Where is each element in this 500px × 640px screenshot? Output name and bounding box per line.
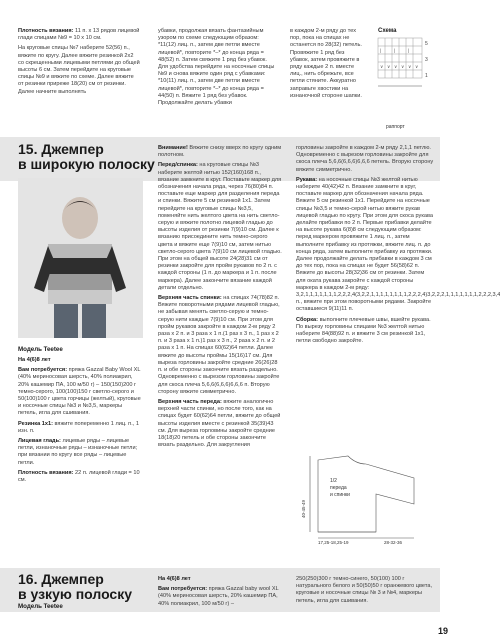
- boy-in-striped-jumper-illustration: [18, 178, 143, 338]
- svg-text:∨: ∨: [408, 65, 412, 70]
- s15-left-p0: На 4(6)8 лет: [18, 357, 51, 363]
- section-16-model: Модель Teetee: [18, 603, 63, 610]
- s16-right-text: 250(250)300 г темно-синего, 50(100) 100 г натурального белого и 50(50)50 г оранжевого цвета, круговые и носочные спицы № 3 и №4, маркеры петель, игла для сшивания.: [296, 576, 433, 604]
- s15-right-p0: горловины закройте в каждом 2-м ряду 2,1,1 петлю. Одновременно с вырезом горловины закройте для скоса плеча 5,6,6(6,6,6)6,6,6 петель. Вторую сторону вяжите симметрично.: [296, 145, 434, 173]
- s15-mid-p3: Верхняя часть переда: вяжите аналогично верхней части спинки, но после того, как на спицах будет 60(62)64 петли, вяжите до общей высоты изделия вместе с резинкой 35(39)43 см. Для выреза горловины закройте средние 18(18)20 петель и обе стороны закончите вязать раздельно. Для закругления: [158, 398, 281, 449]
- section-15-model: Модель Teetee: [18, 346, 63, 353]
- s15-right-p2: Сборка: выполните плечевые швы, вшейте рукава. По вырезу горловины спицами №3 желтой нитью наберите 84(88)92 п. и вяжите 3 см резинкой 1x1, петли свободно закройте.: [296, 316, 431, 345]
- section-15-title: 15. Джемпер в широкую полоску: [18, 141, 155, 172]
- s15-mid-p0: Внимание! Вяжите снизу вверх по кругу одним полотном.: [158, 145, 282, 159]
- svg-text:|: |: [380, 49, 382, 54]
- pattern-dim-bottom-right: 28-32-36: [384, 540, 403, 545]
- section-15-mid-col: [158, 145, 282, 452]
- pattern-label-front: переда: [330, 485, 347, 491]
- schema-row-1: 1: [425, 73, 428, 79]
- schema-caption: раппорт: [386, 124, 405, 130]
- pattern-dim-bottom-left: 17,25-18,25-19: [318, 540, 349, 545]
- top-col1-p1: На круговые спицы №7 наберите 52(56) п., вяжите по кругу. Далее вяжите резинкой 2x2 со скрещенными лицевыми петлями до общей высоты 6 см. Затем перейдите на круговые спицы №9 и вяжите по схеме. Далее вяжите от резинки приреже 18(20) см от резинки. Далее начните выполнять: [18, 45, 140, 95]
- s15-left-p3: Лицевая гладь: лицевые ряды – лицевые петли, изнаночные ряды – изнаночные петли; при вязании по кругу все ряды – лицевые петли.: [18, 438, 138, 466]
- top-col1-p0: Плотность вязания: 11 п. x 13 рядов лицевой глади спицами №9 = 10 x 10 см.: [18, 28, 140, 42]
- svg-text:∨: ∨: [401, 65, 405, 70]
- s15-mid-p1: Перед/спинка: на круговые спицы №3 наберите желтой нитью 152(160)168 п., вязание замкните в круг. Поставьте маркер для обозначения начала ряда, через 76(80)84 п. поставьте еще маркер для разделения переда и спинки. Вяжите 5 см резинкой 1x1. Затем перейдите на круговые спицы №3,5, поменяйте нить желтого цвета на нить светло-серую и вяжите полотно лицевой гладью до высоты изделия от резинки 7(9)10 см. Далее к вязанию присоедините нить темно-серого цвета и вяжите еще 7(9)10 см, затем нитью светло-серого цвета 7(9)10 см лицевой гладью. При этом на общей высоте 24(28)31 см от резинки закройте для пройм рукавов по 2 п. с каждой стороны (1 п. до маркера и 1 п. после маркера). Далее закончите вязание каждой детали отдельно.: [158, 162, 282, 291]
- section-15-right-col: [296, 145, 500, 348]
- jumper-photo: [18, 178, 143, 338]
- s15-mid-p2: Верхняя часть спинки: на спицах 74(78)82 п. Вяжите поворотными рядами лицевой гладью, не забывая менять светло-серую и темно-серую нити каждые 7(9)10 см. При этом для пройм рукавов закройте в каждом 2-м ряду 2 раза x 2 п. и 3 раза x 1 п.(1 раз x 3 п., 1 раз x 2 п. и 3 раза x 1 п.)1 раз x 3 п., 2 раза x 2 п. и 2 раза x 1 п. На спицах 60(62)64 петли. Далее вяжите до высоты проймы 15(16)17 см. Для выреза горловины закройте средние 26(26)28 п. и обе стороны закончите вязать раздельно. Одновременно с вырезом горловины закройте для скоса плеча 5,6,6(6,6,6)6,6,6 п. Вторую сторону вяжите симметрично.: [158, 295, 280, 395]
- top-col-2: [158, 28, 278, 110]
- section-16-right-col: [296, 576, 434, 608]
- top-col-1: [18, 28, 140, 99]
- top-col2-text: убавки, продолжая вязать фантазийным узором по схеме следующим образом: *11(12) лиц. п., затем две петли вместе лицевой*, повторите *–* до конца ряда = 48(52) п. Затем свяжите 1 ряд без убавок. Для удобства перейдите на носочные спицы №9 и снова вяжите один ряд с убавками: *10(11) лиц. п., затем две петли вместе лицевой*, повторите *–* до конца ряда = 44(50) п. Вяжите 1 ряд без убавок. Продолжайте делать убавки: [158, 28, 275, 107]
- top-col3-text: в каждом 2-м ряду до тех пор, пока на спицах не останется по 28(32) петель. Провяжите 1 ряд без убавок, затем провяжите в ряду каждые 2 п. вместе лиц., нить обрежьте, все петли стяните. Аккуратно заправьте хвостики на изнаночной стороне шапки.: [290, 28, 362, 99]
- schema-row-5: 5: [425, 41, 428, 47]
- svg-text:∨: ∨: [387, 65, 391, 70]
- page-number: 19: [437, 626, 448, 636]
- s16-age: На 4(6)8 лет: [158, 576, 191, 582]
- svg-text:|: |: [408, 49, 410, 54]
- s15-left-p4: Плотность вязания: 22 п. лицевой глади = 10 см.: [18, 469, 140, 484]
- s15-right-p1: Рукава: на носочные спицы №3 желтой нитью наберите 40(42)42 п. Вязание замкните в круг, поставьте маркер для обозначения начала ряда. Вяжите 5 см резинкой 1x1. Перейдите на носочные спицы №3,5 и темно-серой нитью вяжите рукав лицевой гладью по кругу. При этом для скоса рукава делайте прибавки по 2 п. Первые прибавки делайте на высоте рукава 6(8)8 см следующим образом: перед маркером провяжите 1 лиц. п., затем выполните прибавку из протяжки, вяжите лиц. п. до конца ряда, затем выполните прибавку из протяжки. Далее продолжайте делать прибавки в каждом 3 см до тех пор, пока на спицах не будет 56(58)62 п. Вяжите до высоты 28(32)36 см от резинки. Затем для оката рукава закройте с каждой стороны маркера в каждом 2-м ряду: 3,2,1,1,1,1,1,1,1,2,2,2,4(3,2,2,1,1,1,1,1,1,1,1,2,2,2,4)3,2,2,2,1,1,1,1,1,1,1,2,2,2,3,4 п., вяжите при этом поворотными рядами. Закройте оставшиеся 9(11)11 п.: [296, 176, 500, 313]
- top-col-3: [290, 28, 362, 103]
- pattern-label-half: 1/2: [330, 478, 337, 484]
- svg-text:∨: ∨: [380, 65, 384, 70]
- svg-text:|: |: [394, 49, 396, 54]
- s15-left-p1: Вам потребуется: пряжа Gazzal Baby Wool XL (40% мериносовая шерсть, 40% полиакрил, 20% кашемир ПА, 100 м/50 г) – 150(150)200 г темно-серого, 100(100)150 г светло-серого и 50(100)100 г цвета горчицы (желтый), круговые и носочные спицы №3 и №3,5, маркеры петель, игла для сшивания.: [18, 367, 141, 417]
- s16-needs: Вам потребуется: пряжа Gazzal baby wool XL (40% мериносовая шерсть, 20% кашемир ПА, 40% полиакрил, 100 м/50 г) –: [158, 586, 279, 607]
- pattern-dim-height: 40-45-49: [301, 499, 306, 518]
- knitting-schema: [376, 36, 436, 126]
- pattern-diagram: [296, 448, 436, 546]
- s15-left-p2: Резинка 1x1: вяжите попеременно 1 лиц. п., 1 изн. п.: [18, 420, 139, 434]
- svg-text:∨: ∨: [394, 65, 398, 70]
- pattern-label-back: и спинки: [330, 492, 350, 498]
- svg-text:∨: ∨: [415, 65, 419, 70]
- schema-row-3: 3: [425, 57, 428, 63]
- section-15-left-col: [18, 357, 142, 487]
- schema-title: Схема: [378, 28, 397, 34]
- section-16-title: 16. Джемпер в узкую полоску: [18, 571, 133, 602]
- section-16-mid-col: [158, 576, 282, 611]
